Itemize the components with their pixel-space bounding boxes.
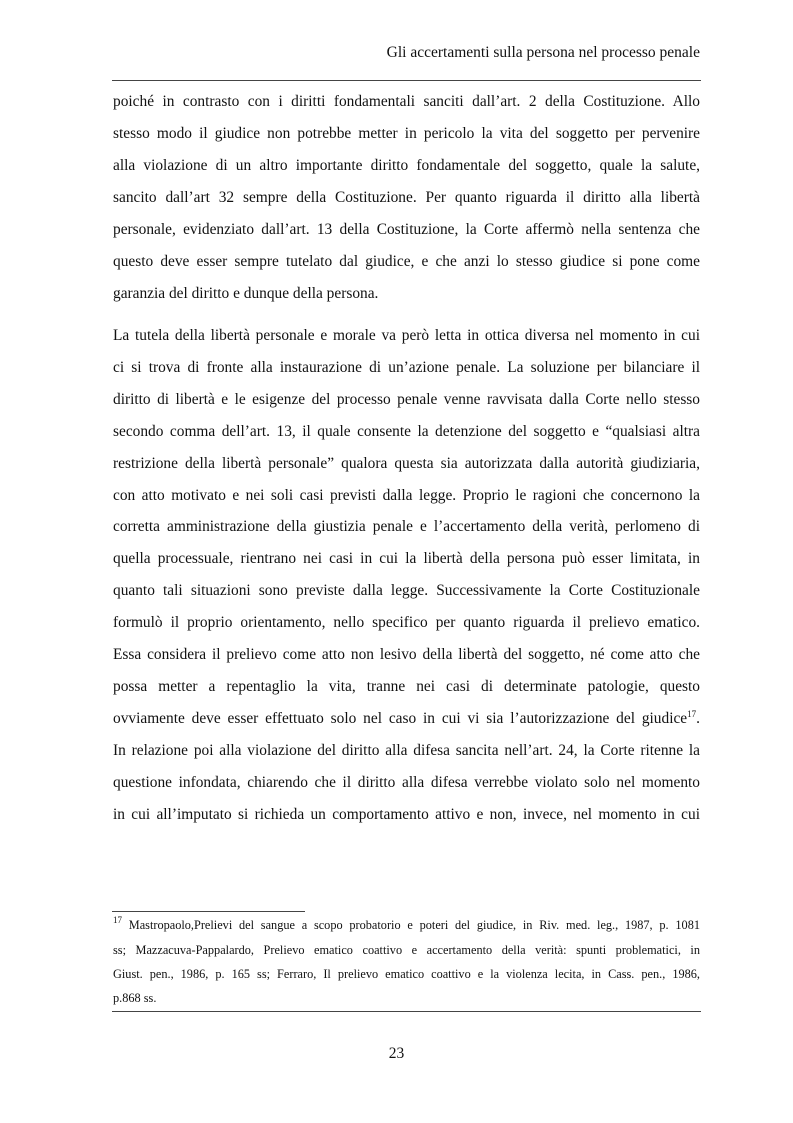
header-rule [112,80,701,81]
body-line: poiché in contrasto con i diritti fondamentali sanciti dall’art. 2 della Costituzione. Allo [113,93,700,110]
body-line: secondo comma dell’art. 13, il quale consente la detenzione del soggetto e “qualsiasi altra [113,423,700,440]
footnote-line: Giust. pen., 1986, p. 165 ss; Ferraro, Il prelievo ematico coattivo e la violenza lecita, in Cass. pen., 1986, [113,967,700,981]
body-line: ci si trova di fronte alla instaurazione di un’azione penale. La soluzione per bilanciare il [113,359,700,376]
body-line: alla violazione di un altro importante diritto fondamentale del soggetto, quale la salute, [113,157,700,174]
body-line: stesso modo il giudice non potrebbe metter in pericolo la vita del soggetto per pervenire [113,125,700,142]
body-line: quella processuale, rientrano nei casi in cui la libertà della persona può esser limitata, in [113,550,700,567]
body-line-text: ovviamente deve esser effettuato solo nel caso in cui vi sia l’autorizzazione del giudice [113,710,688,727]
body-line: formulò il proprio orientamento, nello specifico per quanto riguarda il prelievo ematico. [113,614,700,631]
body-line: Essa considera il prelievo come atto non lesivo della libertà del soggetto, né come atto che [113,646,700,663]
body-line: garanzia del diritto e dunque della persona. [113,285,379,302]
body-line: corretta amministrazione della giustizia penale e l’accertamento della verità, perlomeno di [113,518,700,535]
body-line: possa metter a repentaglio la vita, tranne nei casi di determinate patologie, questo [113,678,700,695]
body-line: diritto di libertà e le esigenze del processo penale venne ravvisata dalla Corte nello stesso [113,391,700,408]
footnote-separator [112,911,305,912]
footnote-text: Mastropaolo,Prelievi del sangue a scopo probatorio e poteri del giudice, in Riv. med. leg., 1987, p. 1081 [122,918,700,932]
page-number: 23 [388,1045,405,1062]
footer-rule [112,1011,701,1012]
body-line: In relazione poi alla violazione del diritto alla difesa sancita nell’art. 24, la Corte ritenne la [113,742,700,759]
line-end-punct: . [696,710,700,727]
body-line: questo deve esser sempre tutelato dal giudice, e che anzi lo stesso giudice si pone come [113,253,700,270]
body-line: con atto motivato e nei soli casi previsti dalla legge. Proprio le ragioni che concernono la [113,487,700,504]
footnote-line [113,917,700,934]
body-line: quanto tali situazioni sono previste dalla legge. Successivamente la Corte Costituzionale [113,582,700,599]
body-line: questione infondata, chiarendo che il diritto alla difesa verrebbe violato solo nel momento [113,774,700,791]
footnote-line: ss; Mazzacuva-Pappalardo, Prelievo ematico coattivo e accertamento della verità: spunti problematici, in [113,943,700,957]
body-line: personale, evidenziato dall’art. 13 della Costituzione, la Corte affermò nella sentenza che [113,221,700,238]
body-line: La tutela della libertà personale e morale va però letta in ottica diversa nel momento in cui [113,327,700,344]
body-line: restrizione della libertà personale” qualora questa sia autorizzata dalla autorità giudiziaria, [113,455,700,472]
body-line-with-footnote [113,708,700,730]
body-line: in cui all’imputato si richieda un comportamento attivo e non, invece, nel momento in cui [113,806,700,823]
footnote-line: p.868 ss. [113,991,157,1005]
body-line: sancito dall’art 32 sempre della Costituzione. Per quanto riguarda il diritto alla libertà [113,189,700,206]
footnote-reference[interactable]: 17 [687,709,697,719]
footnote-number: 17 [113,915,122,925]
running-header: Gli accertamenti sulla persona nel processo penale [386,44,700,61]
